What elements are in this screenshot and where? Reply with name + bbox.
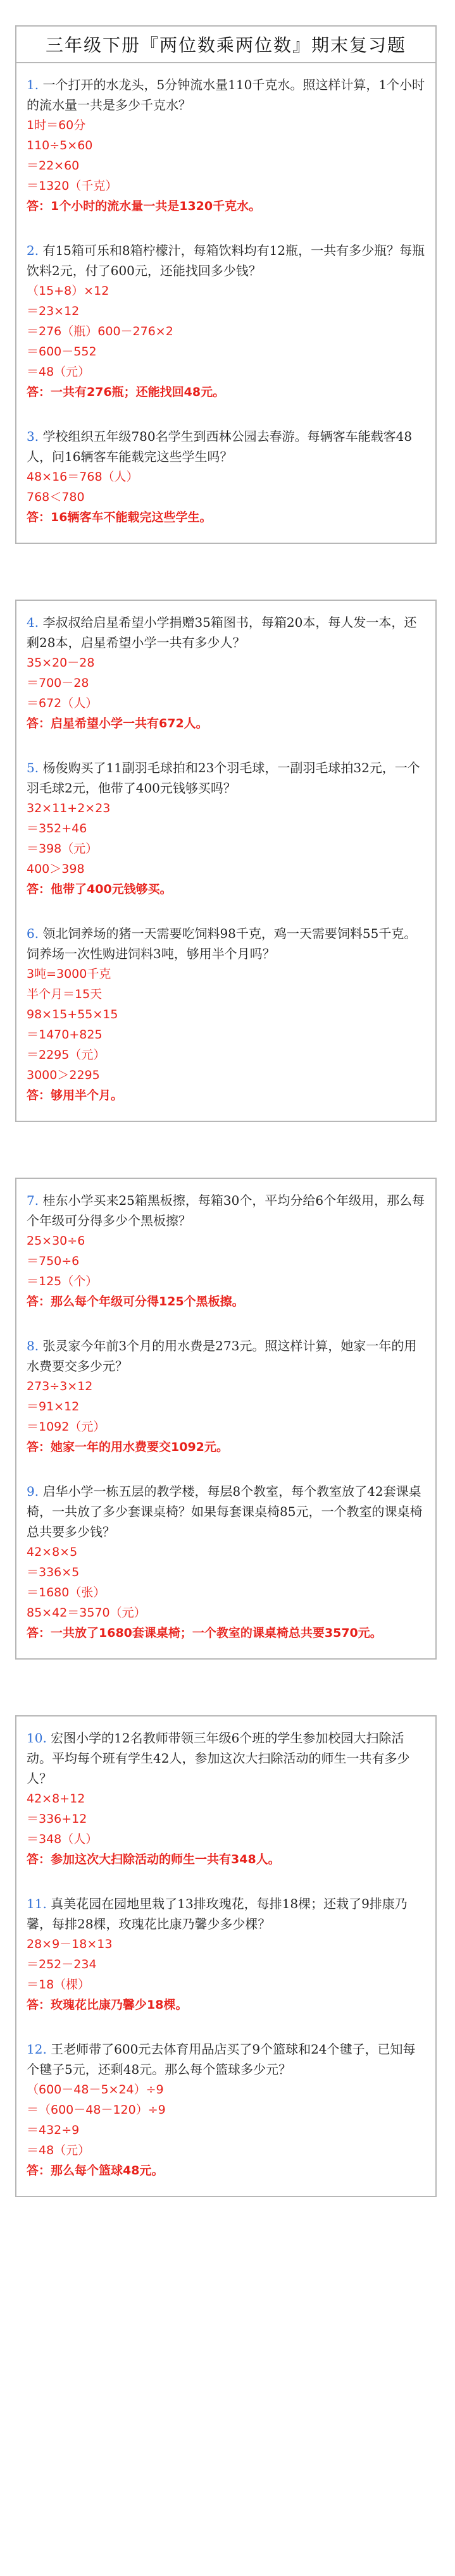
question-body: 杨俊购买了11副羽毛球拍和23个羽毛球，一副羽毛球拍32元，一个羽毛球2元，他带了400元钱够买吗？ [27,760,420,796]
answer-line: 答：够用半个月。 [27,1088,123,1102]
solution-step: 768＜780 [27,490,85,504]
answer-line: 答：她家一年的用水费要交1092元。 [27,1440,228,1454]
answer-line: 答：一共有276瓶；还能找回48元。 [27,385,225,399]
solution-step: （15+8）×12 [27,284,109,298]
question-text [27,2039,427,2080]
solution-step: 28×9－18×13 [27,1937,113,1951]
solution-step: 35×20－28 [27,656,95,670]
solution-step: 3000＞2295 [27,1068,100,1082]
solution-step: ＝23×12 [27,304,80,318]
card-gap [15,544,437,600]
solution-step: 1时＝60分 [27,118,86,132]
question-number: 7. [27,1193,39,1208]
question-number: 8. [27,1338,39,1353]
solution-step: 48×16＝768（人） [27,470,139,484]
solution-step: ＝1320（千克） [27,179,118,193]
solution-step: ＝600－552 [27,345,97,359]
solution-step: 273÷3×12 [27,1379,93,1393]
question [27,758,427,899]
question-number: 2. [27,243,39,258]
question [27,426,427,527]
question-text [27,612,427,653]
question-number: 9. [27,1484,39,1499]
question-card [15,62,437,544]
solution-step: ＝672（人） [27,696,98,710]
answer-line: 答：他带了400元钱够买。 [27,882,172,896]
solution-step: 98×15+55×15 [27,1008,118,1021]
question-body: 桂东小学买来25箱黑板擦，每箱30个，平均分给6个年级用，那么每个年级可分得多少个黑板擦？ [27,1193,425,1228]
question-body: 学校组织五年级780名学生到西林公园去春游。每辆客车能载客48人，问16辆客车能载完这些学生吗？ [27,429,413,464]
card-gap [15,1122,437,1178]
question-card [15,600,437,1122]
question [27,240,427,402]
question-text [27,1336,427,1376]
question-body: 真美花园在园地里栽了13排玫瑰花，每排18棵；还栽了9排康乃馨，每排28棵，玫瑰花比康乃馨少多少棵？ [27,1896,408,1932]
question [27,75,427,216]
answer-line: 答：1个小时的流水量一共是1320千克水。 [27,199,261,213]
question-body: 王老师带了600元去体育用品店买了9个篮球和24个毽子，已知每个毽子5元，还剩48元。那么每个篮球多少元？ [27,2042,416,2077]
question-number: 3. [27,429,39,444]
question-number: 4. [27,615,39,630]
question-text [27,923,427,964]
solution-step: ＝22×60 [27,159,80,173]
question-body: 有15箱可乐和8箱柠檬汁，每箱饮料均有12瓶，一共有多少瓶？每瓶饮料2元，付了600元，还能找回多少钱？ [27,243,425,278]
solution-step: （600－48－5×24）÷9 [27,2083,164,2097]
question-text [27,758,427,798]
page-title: 三年级下册『两位数乘两位数』期末复习题 [15,25,437,62]
solution-step: 3吨=3000千克 [27,967,111,981]
solution-step: 400＞398 [27,862,85,876]
answer-line: 答：参加这次大扫除活动的师生一共有348人。 [27,1852,280,1866]
solution-step: ＝18（棵） [27,1978,90,1992]
answer-line: 答：启星希望小学一共有672人。 [27,717,208,730]
question-number: 10. [27,1730,47,1746]
solution-step: ＝276（瓶）600－276×2 [27,324,173,338]
question-text [27,1190,427,1231]
answer-line: 答：玫瑰花比康乃馨少18棵。 [27,1998,188,2012]
solution-step: 半个月＝15天 [27,987,103,1001]
solution-step: ＝125（个） [27,1274,98,1288]
question [27,1728,427,1870]
card-gap [15,1660,437,1715]
answer-line: 答：那么每个篮球48元。 [27,2164,164,2178]
question-number: 12. [27,2042,47,2057]
question-body: 一个打开的水龙头，5分钟流水量110千克水。照这样计算，1个小时的流水量一共是多少千克水？ [27,77,425,113]
solution-step: 42×8+12 [27,1792,85,1806]
answer-line: 答：一共放了1680套课桌椅；一个教室的课桌椅总共要3570元。 [27,1626,382,1640]
question-card [15,1178,437,1660]
solution-step: ＝1470+825 [27,1028,103,1042]
question-body: 启华小学一栋五层的教学楼，每层8个教室，每个教室放了42套课桌椅，一共放了多少套课桌椅？如果每套课桌椅85元，一个教室的课桌椅总共要多少钱？ [27,1484,423,1539]
question [27,1336,427,1457]
solution-step: ＝48（元） [27,2143,90,2157]
question-number: 1. [27,77,39,92]
worksheet [15,25,437,2197]
question-text [27,1728,427,1789]
question-number: 6. [27,926,39,941]
solution-step: ＝750÷6 [27,1254,80,1268]
answer-line: 答：那么每个年级可分得125个黑板擦。 [27,1295,244,1309]
question-body: 领北饲养场的猪一天需要吃饲料98千克，鸡一天需要饲料55千克。饲养场一次性购进饲料3吨，够用半个月吗？ [27,926,417,961]
solution-step: ＝1680（张） [27,1586,106,1599]
solution-step: ＝700－28 [27,676,89,690]
solution-step: 110÷5×60 [27,139,93,152]
solution-step: ＝91×12 [27,1400,80,1414]
solution-step: ＝1092（元） [27,1420,106,1434]
solution-step: ＝348（人） [27,1832,98,1846]
question-text [27,426,427,467]
solution-step: ＝（600－48－120）÷9 [27,2103,166,2117]
solution-step: ＝252－234 [27,1957,97,1971]
solution-step: ＝2295（元） [27,1048,106,1062]
solution-step: ＝398（元） [27,842,98,856]
question [27,923,427,1106]
question-text [27,1481,427,1542]
solution-step: ＝336+12 [27,1812,87,1826]
solution-step: ＝48（元） [27,365,90,379]
question [27,2039,427,2181]
question-text [27,240,427,281]
solution-step: 85×42＝3570（元） [27,1606,146,1620]
question-cards [15,62,437,2197]
solution-step: 25×30÷6 [27,1234,85,1248]
solution-step: ＝352+46 [27,822,87,835]
question-text [27,75,427,115]
question [27,1481,427,1643]
question-body: 宏图小学的12名教师带领三年级6个班的学生参加校园大扫除活动。平均每个班有学生42人，参加这次大扫除活动的师生一共有多少人？ [27,1730,410,1786]
question [27,1190,427,1312]
answer-line: 答：16辆客车不能载完这些学生。 [27,510,212,524]
solution-step: ＝336×5 [27,1565,80,1579]
question-number: 5. [27,760,39,775]
solution-step: ＝432÷9 [27,2123,80,2137]
question-card [15,1715,437,2197]
question [27,1894,427,2015]
solution-step: 42×8×5 [27,1545,78,1559]
question-text [27,1894,427,1934]
question-body: 李叔叔给启星希望小学捐赠35箱图书，每箱20本，每人发一本，还剩28本，启星希望小学一共有多少人？ [27,615,417,650]
question-body: 张灵家今年前3个月的用水费是273元。照这样计算，她家一年的用水费要交多少元？ [27,1338,417,1374]
question-number: 11. [27,1896,47,1911]
solution-step: 32×11+2×23 [27,801,111,815]
question [27,612,427,734]
